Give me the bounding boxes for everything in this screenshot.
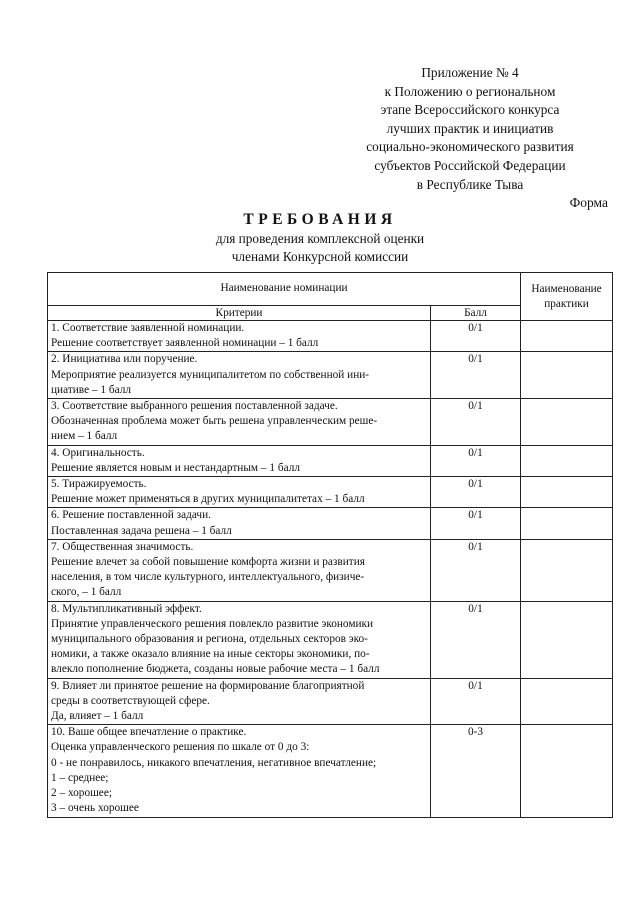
criterion-cell — [48, 321, 431, 352]
appendix-line: социально-экономического развития — [366, 139, 574, 155]
score-cell: 0/1 — [431, 352, 521, 399]
appendix-line: к Положению о региональном — [384, 83, 556, 99]
table-row — [48, 601, 613, 678]
criterion-line: нием – 1 балл — [51, 430, 118, 443]
criterion-line: Решение влечет за собой повышение комфорта жизни и развития — [51, 556, 365, 569]
nomination-header: Наименование номинации — [48, 273, 521, 306]
criterion-line: Мероприятие реализуется муниципалитетом по собственной ини- — [51, 368, 370, 381]
criterion-line: 3 – очень хорошее — [51, 802, 139, 815]
practice-cell — [521, 477, 613, 508]
appendix-line: субъектов Российской Федерации — [374, 157, 566, 173]
form-label: Форма — [569, 195, 608, 210]
criterion-line: среды в соответствующей сфере. — [51, 694, 210, 707]
criterion-line: 9. Влияет ли принятое решение на формирование благоприятной — [51, 679, 365, 692]
criterion-line: Решение соответствует заявленной номинации – 1 балл — [51, 337, 319, 350]
table-row — [48, 445, 613, 476]
score-cell: 0/1 — [431, 477, 521, 508]
criterion-line: 3. Соответствие выбранного решения поставленной задаче. — [51, 400, 338, 413]
appendix-line: лучших практик и инициатив — [386, 120, 554, 136]
criterion-line: 8. Мультипликативный эффект. — [51, 602, 202, 615]
score-cell: 0/1 — [431, 678, 521, 725]
criteria-header: Критерии — [48, 306, 431, 321]
score-cell: 0/1 — [431, 539, 521, 601]
criterion-line: Решение может применяться в других муниципалитетах – 1 балл — [51, 493, 365, 506]
practice-cell — [521, 508, 613, 539]
criterion-line: 0 - не понравилось, никакого впечатления, негативное впечатление; — [51, 756, 377, 769]
criterion-line: 1. Соответствие заявленной номинации. — [51, 322, 245, 334]
criterion-line: Решение является новым и нестандартным – 1 балл — [51, 461, 300, 474]
criterion-cell — [48, 445, 431, 476]
criterion-line: Обозначенная проблема может быть решена управленческим реше- — [51, 415, 378, 428]
criterion-line: Да, влияет – 1 балл — [51, 710, 144, 723]
criterion-line: 4. Оригинальность. — [51, 446, 145, 459]
score-cell: 0/1 — [431, 321, 521, 352]
appendix-header — [340, 64, 600, 194]
criterion-line: 5. Тиражируемость. — [51, 478, 147, 491]
score-cell: 0/1 — [431, 508, 521, 539]
criterion-line: циативе – 1 балл — [51, 383, 131, 396]
criterion-line: Принятие управленческого решения повлекло развитие экономики — [51, 617, 374, 630]
practice-cell — [521, 678, 613, 725]
table-header-row — [48, 273, 613, 306]
criterion-cell — [48, 601, 431, 678]
table-row — [48, 539, 613, 601]
table-row — [48, 399, 613, 446]
practice-cell — [521, 539, 613, 601]
document-subtitle — [0, 230, 640, 265]
criterion-line: 7. Общественная значимость. — [51, 540, 194, 553]
score-cell: 0/1 — [431, 445, 521, 476]
subtitle-line: членами Конкурсной комиссии — [231, 248, 409, 264]
criterion-line: 6. Решение поставленной задачи. — [51, 509, 211, 522]
score-cell: 0-3 — [431, 725, 521, 817]
score-cell: 0/1 — [431, 399, 521, 446]
table-row — [48, 477, 613, 508]
criterion-line: ского, – 1 балл — [51, 586, 122, 599]
table-row — [48, 678, 613, 725]
practice-cell — [521, 399, 613, 446]
criterion-line: влекло пополнение бюджета, созданы новые рабочие места – 1 балл — [51, 663, 380, 676]
appendix-line: этапе Всероссийского конкурса — [380, 102, 560, 118]
criterion-line: номики, а также оказало влияние на иные секторы экономики, по- — [51, 648, 370, 661]
score-header: Балл — [431, 306, 521, 321]
subtitle-line: для проведения комплексной оценки — [215, 231, 425, 246]
criterion-line: населения, в том числе культурного, интеллектуального, физиче- — [51, 571, 365, 584]
criterion-cell — [48, 352, 431, 399]
criterion-cell — [48, 508, 431, 539]
practice-header: Наименование практики — [521, 273, 613, 321]
criterion-line: 2 – хорошее; — [51, 787, 112, 800]
criterion-line: Поставленная задача решена – 1 балл — [51, 524, 232, 537]
practice-cell — [521, 445, 613, 476]
practice-cell — [521, 725, 613, 817]
criterion-cell — [48, 678, 431, 725]
criterion-line: 10. Ваше общее впечатление о практике. — [51, 726, 247, 739]
criterion-line: 2. Инициатива или поручение. — [51, 353, 198, 366]
criterion-cell — [48, 539, 431, 601]
practice-cell — [521, 321, 613, 352]
appendix-line: Приложение № 4 — [421, 65, 519, 80]
criterion-line: Оценка управленческого решения по шкале от 0 до 3: — [51, 741, 310, 754]
requirements-table — [47, 272, 613, 818]
criterion-cell — [48, 477, 431, 508]
score-cell: 0/1 — [431, 601, 521, 678]
table-row — [48, 352, 613, 399]
criterion-cell — [48, 399, 431, 446]
table-row — [48, 321, 613, 352]
appendix-line: в Республике Тыва — [416, 176, 524, 192]
practice-cell — [521, 601, 613, 678]
criterion-line: муниципального образования и региона, отдельных секторов эко- — [51, 633, 368, 646]
criterion-line: 1 – среднее; — [51, 771, 109, 784]
criterion-cell — [48, 725, 431, 817]
document-title: ТРЕБОВАНИЯ — [243, 211, 397, 228]
table-row — [48, 725, 613, 817]
practice-cell — [521, 352, 613, 399]
table-row — [48, 508, 613, 539]
